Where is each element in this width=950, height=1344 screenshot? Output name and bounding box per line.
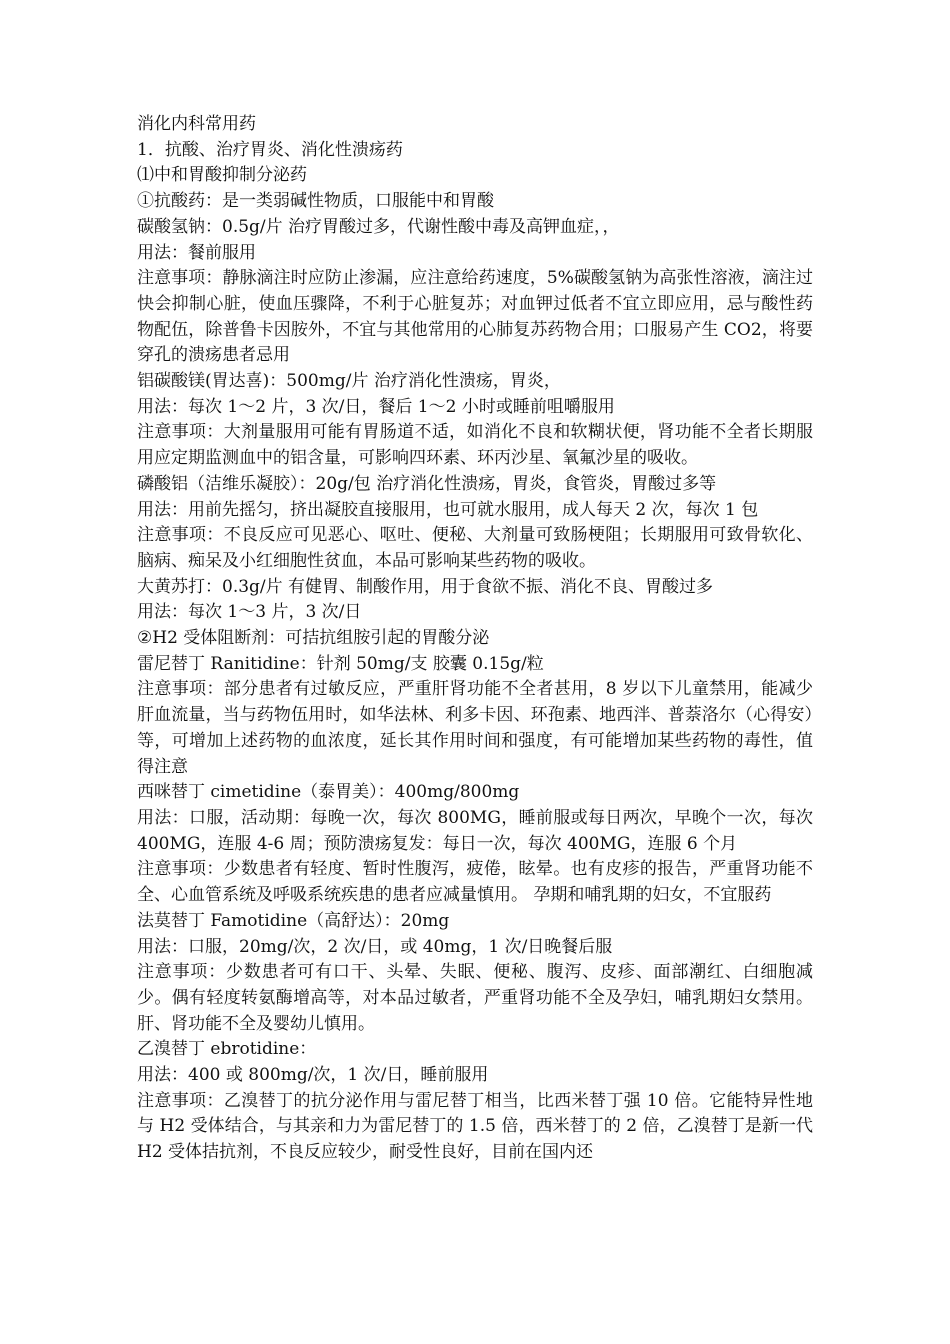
subsection-heading: ⑴中和胃酸抑制分泌药 xyxy=(137,165,307,186)
usage-line: 用法：400 或 800mg/次，1 次/日，睡前服用 xyxy=(137,1065,489,1086)
section-heading: 1．抗酸、治疗胃炎、消化性溃疡药 xyxy=(137,139,403,160)
usage-line: 用法：口服，活动期：每晚一次，每次 800MG，睡前服或每日两次，早晚个一次，每次 400MG，连服 4-6 周；预防溃疡复发：每日一次，每次 400MG，连服 6 个月 xyxy=(137,807,813,854)
drug-entry: 大黄苏打：0.3g/片 有健胃、制酸作用，用于食欲不振、消化不良、胃酸过多 xyxy=(137,576,714,597)
usage-line: 用法：用前先摇匀，挤出凝胶直接服用，也可就水服用，成人每天 2 次，每次 1 包 xyxy=(137,499,759,520)
document-body xyxy=(137,112,813,1166)
usage-line: 用法：每次 1～2 片，3 次/日，餐后 1～2 小时或睡前咀嚼服用 xyxy=(137,396,615,417)
drug-entry: 乙溴替丁 ebrotidine： xyxy=(137,1039,317,1060)
category-heading: ②H2 受体阻断剂：可拮抗组胺引起的胃酸分泌 xyxy=(137,628,490,649)
usage-line: 用法：口服，20mg/次，2 次/日，或 40mg，1 次/日晚餐后服 xyxy=(137,936,613,957)
precautions-paragraph: 注意事项：部分患者有过敏反应，严重肝肾功能不全者甚用，8 岁以下儿童禁用，能减少肝血流量，当与药物伍用时，如华法林、利多卡因、环孢素、地西泮、普萘洛尔（心得安）等，可增加上述药物的血浓度，延长其作用时间和强度，有可能增加某些药物的毒性，值得注意 xyxy=(137,679,813,777)
drug-entry: 磷酸铝（洁维乐凝胶）：20g/包 治疗消化性溃疡，胃炎，食管炎，胃酸过多等 xyxy=(137,473,717,494)
usage-line: 用法：餐前服用 xyxy=(137,242,256,263)
precautions-paragraph: 注意事项：不良反应可见恶心、呕吐、便秘、大剂量可致肠梗阻；长期服用可致骨软化、脑病、痴呆及小红细胞性贫血，本品可影响某些药物的吸收。 xyxy=(137,525,813,571)
usage-line: 用法：每次 1～3 片，3 次/日 xyxy=(137,602,362,623)
doc-title: 消化内科常用药 xyxy=(137,114,256,134)
precautions-paragraph: 注意事项：少数患者可有口干、头晕、失眠、便秘、腹泻、皮疹、面部潮红、白细胞减少。偶有轻度转氨酶增高等，对本品过敏者，严重肾功能不全及孕妇，哺乳期妇女禁用。肝、肾功能不全及婴幼儿慎用。 xyxy=(137,962,813,1034)
drug-entry: 铝碳酸镁(胃达喜)：500mg/片 治疗消化性溃疡，胃炎， xyxy=(137,371,561,392)
precautions-paragraph: 注意事项：静脉滴注时应防止渗漏，应注意给药速度，5%碳酸氢钠为高张性溶液，滴注过快会抑制心脏，使血压骤降，不利于心脏复苏；对血钾过低者不宜立即应用，忌与酸性药物配伍，除普鲁卡因胺外，不宜与其他常用的心肺复苏药物合用；口服易产生 CO2，将要穿孔的溃疡患者忌用 xyxy=(137,268,813,366)
drug-entry: 法莫替丁 Famotidine（高舒达）：20mg xyxy=(137,910,450,931)
precautions-paragraph: 注意事项：大剂量服用可能有胃肠道不适，如消化不良和软糊状便，肾功能不全者长期服用应定期监测血中的铝含量，可影响四环素、环丙沙星、氧氟沙星的吸收。 xyxy=(137,422,813,469)
precautions-paragraph: 注意事项：乙溴替丁的抗分泌作用与雷尼替丁相当，比西米替丁强 10 倍。它能特异性地与 H2 受体结合，与其亲和力为雷尼替丁的 1.5 倍，西米替丁的 2 倍，乙溴替丁是新一代 H2 受体拮抗剂，不良反应较少，耐受性良好，目前在国内还 xyxy=(137,1090,813,1163)
drug-entry: 雷尼替丁 Ranitidine：针剂 50mg/支 胶囊 0.15g/粒 xyxy=(137,653,544,674)
category-heading: ①抗酸药：是一类弱碱性物质，口服能中和胃酸 xyxy=(137,191,494,212)
precautions-paragraph: 注意事项：少数患者有轻度、暂时性腹泻，疲倦，眩晕。也有皮疹的报告，严重肾功能不全、心血管系统及呼吸系统疾患的患者应减量慎用。 孕期和哺乳期的妇女，不宜服药 xyxy=(137,859,813,906)
drug-entry: 西咪替丁 cimetidine（泰胃美）：400mg/800mg xyxy=(137,782,520,803)
drug-entry: 碳酸氢钠：0.5g/片 治疗胃酸过多，代谢性酸中毒及高钾血症，， xyxy=(137,216,620,237)
